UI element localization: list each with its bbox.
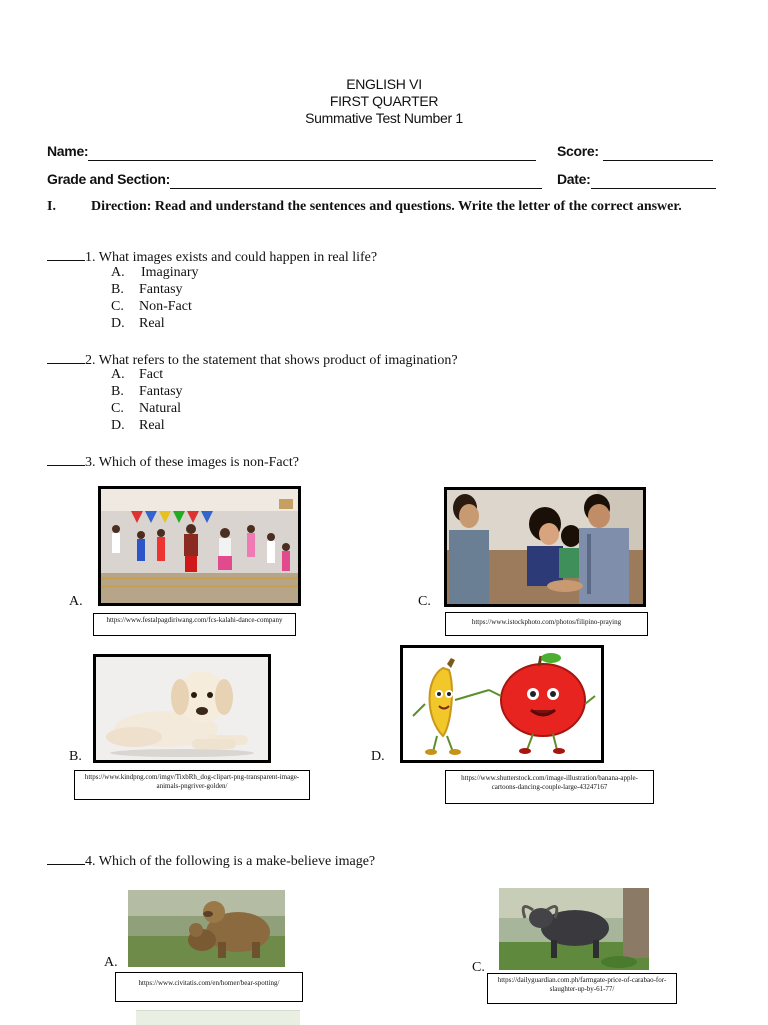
score-field[interactable] bbox=[557, 143, 713, 161]
date-line bbox=[591, 175, 716, 189]
direction-number: I. bbox=[47, 199, 56, 214]
banana-apple-image bbox=[403, 648, 601, 760]
score-line bbox=[603, 147, 713, 161]
option-text: Non-Fact bbox=[139, 299, 192, 314]
date-field[interactable] bbox=[557, 171, 716, 189]
answer-blank-4[interactable] bbox=[47, 852, 85, 865]
doc-title: ENGLISH VI bbox=[346, 76, 422, 92]
q2-option-d bbox=[111, 418, 165, 434]
question-3-text: 3. Which of these images is non-Fact? bbox=[85, 455, 299, 470]
direction bbox=[47, 198, 721, 215]
option-text: Natural bbox=[139, 401, 181, 416]
image-letter-d: D. bbox=[371, 749, 385, 764]
puppy-photo bbox=[93, 654, 271, 763]
q2-option-c bbox=[111, 401, 181, 417]
option-text: Real bbox=[139, 316, 165, 331]
dance-photo-image bbox=[101, 489, 298, 603]
answer-blank-1[interactable] bbox=[47, 248, 85, 261]
option-letter: D. bbox=[111, 418, 125, 433]
image-letter-c: C. bbox=[418, 594, 431, 609]
option-letter: D. bbox=[111, 316, 125, 331]
option-letter: B. bbox=[111, 282, 124, 297]
image-caption: https://www.kindpng.com/imgv/TixbRh_dog-clipart-png-transparent-image-animals-pngriver-golden/ bbox=[74, 770, 310, 800]
doc-quarter: FIRST QUARTER bbox=[329, 93, 439, 109]
image-caption: https://www.festalpagdiriwang.com/fcs-kalahi-dance-company bbox=[93, 613, 296, 636]
question-4 bbox=[47, 852, 375, 870]
answer-blank-3[interactable] bbox=[47, 453, 85, 466]
q1-option-c bbox=[111, 299, 192, 315]
option-letter: B. bbox=[111, 384, 124, 399]
puppy-photo-image bbox=[96, 657, 268, 760]
image-letter-a-q4: A. bbox=[104, 955, 118, 970]
praying-photo bbox=[444, 487, 646, 607]
score-label: Score: bbox=[557, 143, 599, 159]
option-letter: A. bbox=[111, 265, 125, 280]
q1-option-b bbox=[111, 282, 183, 298]
image-caption: https://www.istockphoto.com/photos/filipino-praying bbox=[445, 612, 648, 636]
q2-option-b bbox=[111, 384, 183, 400]
next-image-partial bbox=[136, 1010, 300, 1025]
question-4-text: 4. Which of the following is a make-believe image? bbox=[85, 854, 376, 869]
option-text: Fantasy bbox=[139, 384, 183, 399]
option-text: Fantasy bbox=[139, 282, 183, 297]
image-caption: https://www.shutterstock.com/image-illustration/banana-apple-cartoons-dancing-couple-large-43247167 bbox=[445, 770, 654, 804]
dance-photo bbox=[98, 486, 301, 606]
name-field[interactable] bbox=[47, 143, 536, 161]
image-caption: https://www.civitatis.com/en/homer/bear-spotting/ bbox=[115, 972, 303, 1002]
option-text: Real bbox=[139, 418, 165, 433]
banana-apple-cartoon bbox=[400, 645, 604, 763]
question-2-text: 2. What refers to the statement that shows product of imagination? bbox=[85, 353, 458, 368]
image-letter-c-q4: C. bbox=[472, 960, 485, 975]
direction-text: Direction: Read and understand the sentences and questions. Write the letter of the correct answer. bbox=[91, 199, 682, 214]
bear-photo bbox=[128, 890, 285, 967]
option-letter: C. bbox=[111, 299, 124, 314]
bear-photo-image bbox=[128, 890, 285, 967]
option-text: Fact bbox=[139, 367, 164, 382]
image-letter-b: B. bbox=[69, 749, 82, 764]
question-1-text: 1. What images exists and could happen in real life? bbox=[85, 250, 378, 265]
carabao-photo-image bbox=[499, 888, 649, 970]
option-letter: C. bbox=[111, 401, 124, 416]
name-label: Name: bbox=[47, 143, 89, 159]
option-letter: A. bbox=[111, 367, 125, 382]
grade-section-line bbox=[170, 175, 542, 189]
q1-option-a bbox=[111, 265, 199, 281]
grade-section-field[interactable] bbox=[47, 171, 542, 189]
image-caption: https://dailyguardian.com.ph/farmgate-price-of-carabao-for-slaughter-up-by-61-77/ bbox=[487, 973, 677, 1004]
question-3 bbox=[47, 453, 299, 471]
name-line bbox=[88, 147, 536, 161]
question-2 bbox=[47, 351, 458, 369]
date-label: Date: bbox=[557, 171, 591, 187]
answer-blank-2[interactable] bbox=[47, 351, 85, 364]
image-letter-a: A. bbox=[69, 594, 83, 609]
q1-option-d bbox=[111, 316, 165, 332]
option-text: Imaginary bbox=[141, 265, 199, 280]
q2-option-a bbox=[111, 367, 163, 383]
grade-section-label: Grade and Section: bbox=[47, 171, 170, 187]
doc-subtitle: Summative Test Number 1 bbox=[305, 110, 463, 126]
question-1 bbox=[47, 248, 377, 266]
praying-photo-image bbox=[447, 490, 643, 604]
carabao-photo bbox=[499, 888, 649, 970]
